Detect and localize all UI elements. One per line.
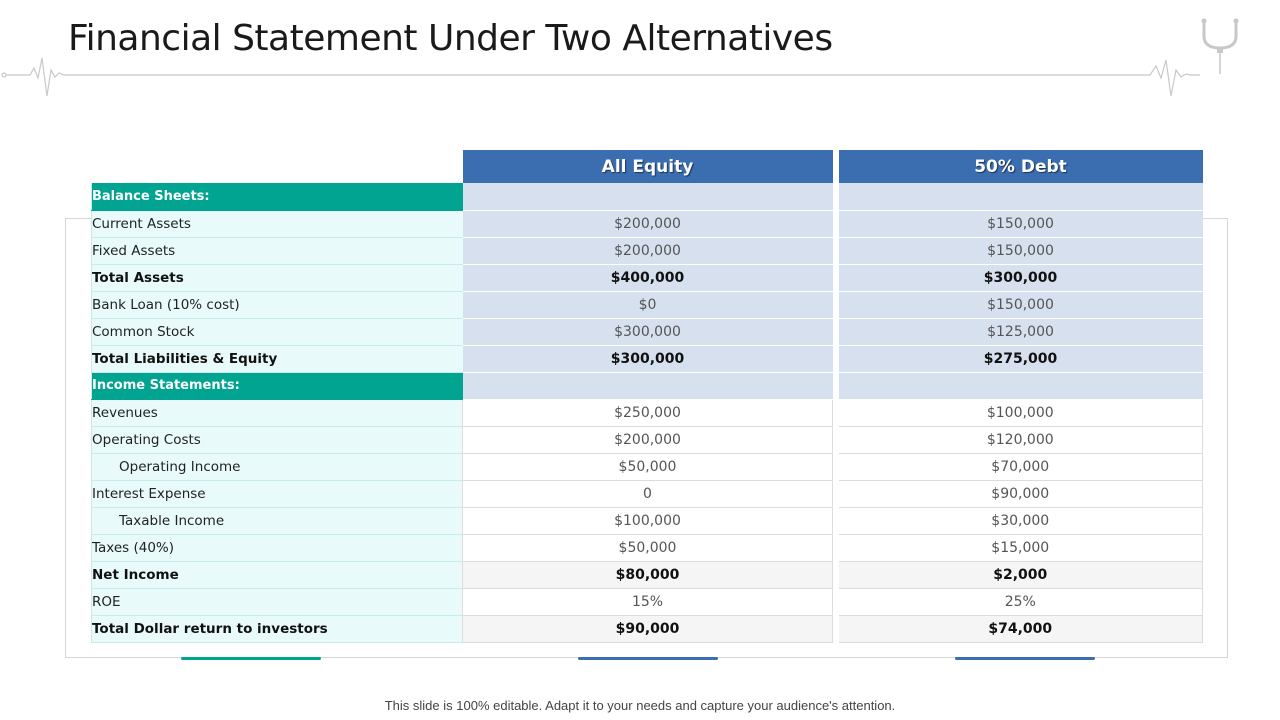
table-row (92, 426, 1203, 453)
equity-value: $50,000 (463, 534, 833, 561)
section-label-income: Income Statements: (92, 372, 463, 399)
equity-value: $250,000 (463, 399, 833, 426)
debt-value: $90,000 (839, 480, 1203, 507)
row-label: Fixed Assets (92, 237, 463, 264)
debt-value: $120,000 (839, 426, 1203, 453)
row-label: Taxes (40%) (92, 534, 463, 561)
debt-value: $275,000 (839, 345, 1203, 372)
debt-column-accent-bar (955, 657, 1095, 660)
row-label: Total Assets (92, 264, 463, 291)
table-row (92, 345, 1203, 372)
stethoscope-icon (1198, 16, 1246, 76)
equity-value: $50,000 (463, 453, 833, 480)
debt-value: $150,000 (839, 237, 1203, 264)
table-row (92, 507, 1203, 534)
debt-value: $150,000 (839, 291, 1203, 318)
table-row (92, 291, 1203, 318)
debt-value: $74,000 (839, 615, 1203, 642)
column-header-50-debt: 50% Debt (839, 150, 1203, 183)
row-label: ROE (92, 588, 463, 615)
table-row (92, 615, 1203, 642)
section-row-income (92, 372, 1203, 399)
footer-note: This slide is 100% editable. Adapt it to your needs and capture your audience's attention. (384, 698, 896, 713)
page-title: Financial Statement Under Two Alternatives (68, 18, 833, 59)
table-row (92, 399, 1203, 426)
row-label: Current Assets (92, 210, 463, 237)
label-column-accent-bar (181, 657, 321, 660)
equity-value: $200,000 (463, 210, 833, 237)
debt-value: $300,000 (839, 264, 1203, 291)
equity-value: $400,000 (463, 264, 833, 291)
debt-value: $125,000 (839, 318, 1203, 345)
row-label: Interest Expense (92, 480, 463, 507)
equity-value: 15% (463, 588, 833, 615)
table-row (92, 318, 1203, 345)
row-label: Total Liabilities & Equity (92, 345, 463, 372)
row-label: Net Income (92, 561, 463, 588)
equity-value: 0 (463, 480, 833, 507)
equity-value: $200,000 (463, 426, 833, 453)
equity-value: $100,000 (463, 507, 833, 534)
table-row (92, 561, 1203, 588)
debt-value: $2,000 (839, 561, 1203, 588)
table-row (92, 453, 1203, 480)
equity-value: $300,000 (463, 345, 833, 372)
debt-value: $100,000 (839, 399, 1203, 426)
row-label: Revenues (92, 399, 463, 426)
debt-value: $15,000 (839, 534, 1203, 561)
financial-table (91, 150, 1203, 643)
table-row (92, 534, 1203, 561)
equity-value: $0 (463, 291, 833, 318)
row-label: Operating Costs (92, 426, 463, 453)
equity-value: $200,000 (463, 237, 833, 264)
section-label-balance: Balance Sheets: (92, 183, 463, 210)
table-row (92, 588, 1203, 615)
section-row-balance (92, 183, 1203, 210)
column-header-all-equity: All Equity (463, 150, 833, 183)
row-label: Taxable Income (92, 507, 463, 534)
debt-value: 25% (839, 588, 1203, 615)
table-row (92, 480, 1203, 507)
table-row (92, 210, 1203, 237)
table-header-row (92, 150, 1203, 183)
header-blank (92, 150, 463, 183)
equity-value: $80,000 (463, 561, 833, 588)
equity-value: $300,000 (463, 318, 833, 345)
equity-column-accent-bar (578, 657, 718, 660)
table-row (92, 264, 1203, 291)
debt-value: $150,000 (839, 210, 1203, 237)
row-label: Bank Loan (10% cost) (92, 291, 463, 318)
debt-value: $70,000 (839, 453, 1203, 480)
equity-value: $90,000 (463, 615, 833, 642)
row-label: Common Stock (92, 318, 463, 345)
row-label: Total Dollar return to investors (92, 615, 463, 642)
debt-value: $30,000 (839, 507, 1203, 534)
ecg-line-decoration (0, 50, 1200, 100)
row-label: Operating Income (92, 453, 463, 480)
table-row (92, 237, 1203, 264)
